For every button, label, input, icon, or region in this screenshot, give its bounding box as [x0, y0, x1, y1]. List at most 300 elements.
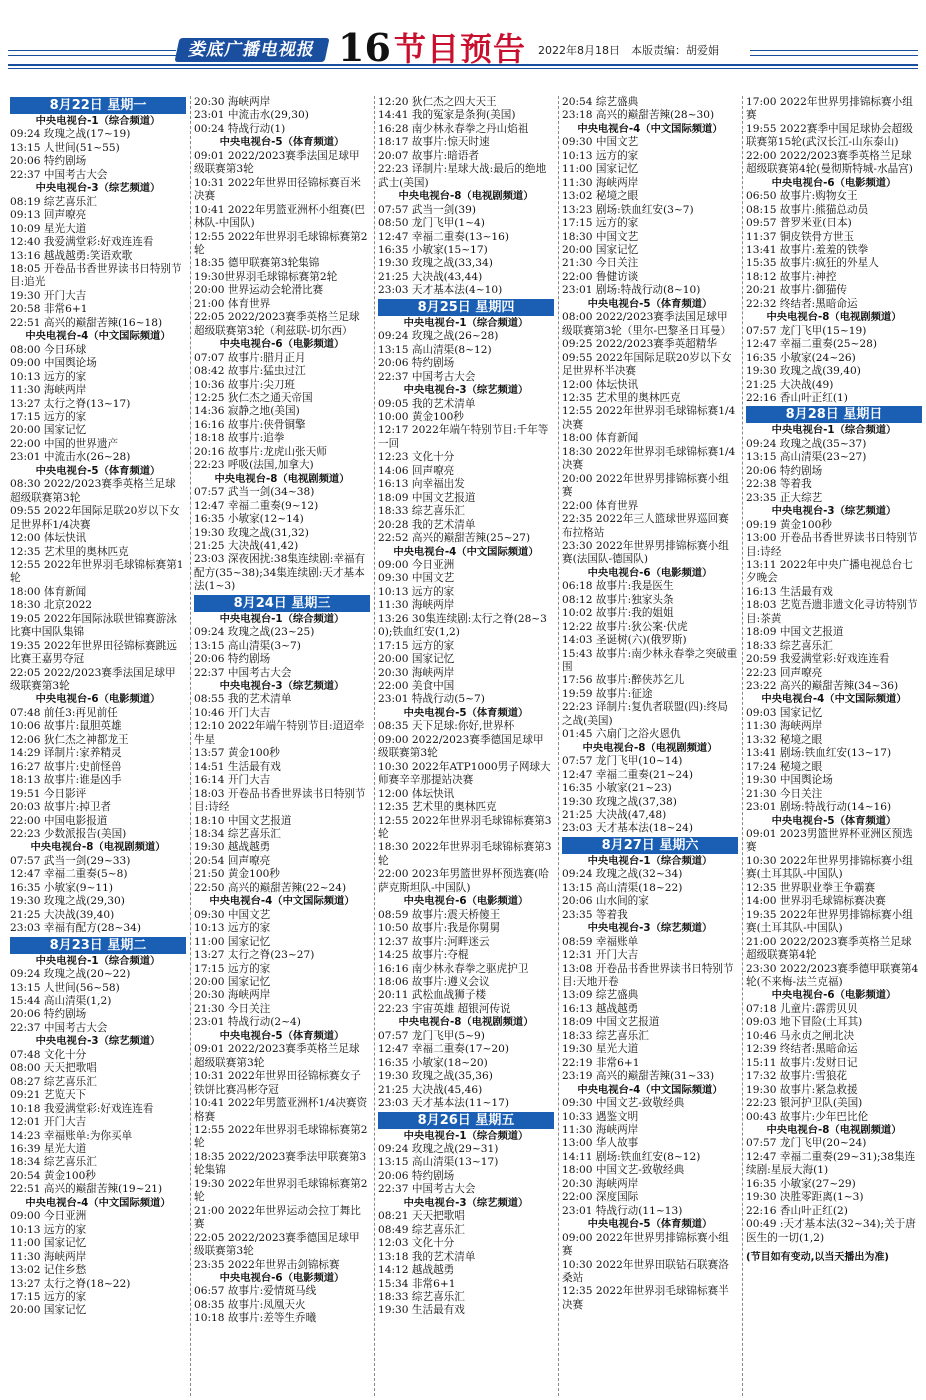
program-listing: 20:00 世界运动会轮滑比赛 [194, 284, 324, 297]
program-listing: 20:30 海峡两岸 [378, 666, 455, 679]
program-listing: 14:03 圣诞树(六)(俄罗斯) [562, 634, 687, 647]
program-listing: 09:00 2022年世界男排锦标赛小组赛 [562, 1231, 729, 1258]
program-listing: 22:00 鲁健访谈 [562, 270, 639, 283]
program-listing: 12:47 幸福二重奏(25~28) [746, 338, 877, 351]
program-listing: 13:09 综艺盛典 [562, 989, 639, 1002]
program-listing: 20:00 国家记忆 [10, 1304, 87, 1317]
channel-heading: 中央电视台-1（综合频道） [587, 854, 713, 867]
program-listing: 11:30 海峡两岸 [10, 1250, 87, 1263]
program-listing: 18:33 综艺喜乐汇 [378, 1290, 465, 1303]
program-listing: 18:03 艺览吾遗非遗文化寻访特别节目:茶黄 [746, 599, 918, 625]
program-listing: 20:06 特约剧场 [10, 155, 87, 168]
channel-heading: 中央电视台-6（电影频道） [403, 895, 529, 908]
program-listing: 08:35 故事片:凤凰天火 [194, 1298, 306, 1311]
program-listing: 12:40 我爱满堂彩:好戏连连看 [10, 236, 154, 249]
program-listing: 20:21 故事片:御猫传 [746, 284, 848, 297]
program-listing: 13:15 高山清渠(23~27) [746, 451, 867, 464]
program-listing: 19:30 决胜零距离(1~3) [746, 1191, 864, 1204]
program-listing: 10:30 2022年世界男排锦标赛小组赛(土耳其队-中国队) [746, 854, 913, 881]
program-listing: 19:59 故事片:征途 [562, 687, 653, 700]
column-divider [558, 96, 559, 1396]
channel-heading: 中央电视台-8（电视剧频道） [214, 472, 350, 485]
program-listing: 16:13 越战越勇 [562, 1002, 639, 1015]
program-listing: 23:03 天才基本法(11~17) [378, 1097, 509, 1110]
program-listing: 12:47 幸福二重奏(9~12) [194, 499, 319, 512]
program-listing: 13:41 故事片:羞羞的铁拳 [746, 243, 869, 256]
program-listing: 09:19 黄金100秒 [746, 518, 832, 531]
program-listing: 22:00 中国的世界遗产 [10, 437, 119, 450]
program-listing: 19:05 2022年国际泳联世锦赛游泳比赛中国队集锦 [10, 612, 177, 639]
channel-heading: 中央电视台-4（中文国际频道） [209, 895, 355, 908]
program-listing: 20:54 回声嘹亮 [194, 854, 271, 867]
program-listing: 09:30 中国文艺 [194, 908, 271, 921]
program-listing: 13:11 2022年中央广播电视总台七夕晚会 [746, 558, 913, 585]
program-listing: 07:18 儿童片:霹雳贝贝 [746, 1002, 858, 1015]
program-listing: 20:00 国家记忆 [10, 424, 87, 437]
page-info: 2022年8月18日 本版责编：胡爱娟 [538, 44, 719, 57]
program-listing: 19:30 越战越勇 [194, 841, 271, 854]
program-listing: 14:12 越战越勇 [378, 1264, 455, 1277]
program-listing: 01:45 六扇门之浴火恩仇 [562, 728, 681, 741]
program-listing: 22:00 2022/2023赛季英格兰足球超级联赛第4轮(曼彻斯特城-水晶宫) [746, 149, 913, 176]
program-listing: 19:30 玫瑰之战(29,30) [10, 895, 125, 908]
program-listing: 22:37 中国考古大会 [10, 168, 108, 181]
program-listing: 12:06 狄仁杰之神都龙王 [10, 733, 129, 746]
program-listing: 17:56 故事片:醉侠苏乞儿 [562, 674, 685, 687]
program-listing: 12:35 世界职业拳王争霸赛 [746, 881, 876, 894]
program-listing: 22:32 终结者:黑暗命运 [746, 297, 858, 310]
program-listing: 20:59 我爱满堂彩:好戏连连看 [746, 653, 890, 666]
channel-heading: 中央电视台-8（电视剧频道） [766, 311, 902, 324]
program-listing: 12:47 幸福二重奏(17~20) [378, 1043, 509, 1056]
program-listing: 13:18 我的艺术清单 [378, 1250, 476, 1263]
program-listing: 10:18 我爱满堂彩:好戏连连看 [10, 1102, 154, 1115]
program-listing: 11:30 海峡两岸 [562, 176, 639, 189]
program-listing: 09:57 普罗米亚(日本) [746, 217, 852, 230]
program-listing: 13:27 太行之脊(18~22) [10, 1277, 131, 1290]
program-listing: 13:15 高山清渠(13~17) [378, 1156, 499, 1169]
program-listing: 10:50 故事片:我是你舅舅 [378, 922, 501, 935]
program-listing: 09:01 2022/2023赛季英格兰足球超级联赛第3轮 [194, 1043, 360, 1069]
program-listing: 11:30 海峡两岸 [10, 384, 87, 397]
program-listing: 12:01 开门大吉 [10, 1116, 87, 1129]
program-listing: 09:30 中国文艺-致敬经典 [562, 1097, 685, 1110]
channel-heading: 中央电视台-6（电影频道） [771, 176, 897, 189]
program-listing: 18:13 故事片:谁是凶手 [10, 774, 122, 787]
header-rule [8, 64, 918, 66]
program-listing: 07:57 龙门飞甲(20~24) [746, 1137, 867, 1150]
program-listing: 09:24 玫瑰之战(35~37) [746, 437, 867, 450]
column-divider [742, 96, 743, 1396]
program-listing: 19:30 中国舆论场 [746, 774, 833, 787]
program-listing: 07:57 武当一剑(39) [378, 203, 477, 216]
program-listing: 21:00 2022/2023赛季英格兰足球超级联赛第4轮 [746, 935, 912, 962]
program-listing: 18:00 中国文艺-致敬经典 [562, 1164, 685, 1177]
channel-heading: 中央电视台-3（综艺频道） [403, 1196, 529, 1209]
program-listing: 12:37 故事片:河畔迷云 [378, 935, 490, 948]
program-listing: 17:32 故事片:雪狼花 [746, 1070, 848, 1083]
channel-heading: 中央电视台-3（综艺频道） [587, 922, 713, 935]
program-listing: 09:30 中国文艺 [562, 136, 639, 149]
program-listing: 20:54 黄金100秒 [10, 1169, 96, 1182]
program-listing: 16:28 南少林永春拳之丹山焰祖 [378, 122, 529, 135]
program-listing: 16:16 故事片:侠骨铜擎 [194, 418, 306, 431]
program-listing: 12:10 2022年端午特别节目:迢迢牵牛星 [194, 720, 365, 746]
program-listing: 09:00 今日亚洲 [10, 1210, 87, 1223]
program-listing: 13:32 秘境之眼 [746, 733, 823, 746]
date-banner: 8月26日 星期五 [378, 1112, 554, 1129]
channel-heading: 中央电视台-1（综合频道） [403, 1129, 529, 1142]
program-listing: 14:11 剧场:铁血红安(8~12) [562, 1150, 701, 1163]
program-listing: 11:30 海峡两岸 [378, 599, 455, 612]
channel-heading: 中央电视台-8（电视剧频道） [398, 1016, 534, 1029]
footnote: (节目如有变动,以当天播出为准) [746, 1252, 889, 1264]
program-listing: 22:51 高兴的巅甜苦辣(19~21) [10, 1183, 163, 1196]
program-listing: 20:00 2022年世界男排锦标赛小组赛 [562, 472, 729, 499]
page-header [0, 0, 926, 92]
program-listing: 19:35 2022年世界田径锦标赛跳远比赛王嘉男夺冠 [10, 639, 177, 666]
program-listing: 20:06 特约剧场 [10, 1008, 87, 1021]
program-listing: 13:15 人世间(51~55) [10, 141, 120, 154]
program-listing: 22:37 中国考古大会 [378, 370, 476, 383]
channel-heading: 中央电视台-6（电影频道） [219, 1271, 345, 1284]
program-listing: 09:03 地下冒险(土耳其) [746, 1016, 863, 1029]
program-listing: 08:00 2022/2023赛季法国足球甲级联赛第3轮（里尔-巴黎圣日耳曼） [562, 311, 732, 337]
program-listing: 13:27 太行之脊(13~17) [10, 397, 131, 410]
program-listing: 22:00 2023年男篮世界杯预选赛(哈萨克斯坦队-中国队) [378, 868, 549, 894]
program-listing: 09:24 玫瑰之战(20~22) [10, 968, 131, 981]
program-listing: 13:15 高山清渠(3~7) [194, 639, 301, 652]
channel-heading: 中央电视台-3（综艺频道） [771, 505, 897, 518]
program-listing: 10:06 故事片:鼠胆英雄 [10, 720, 122, 733]
channel-heading: 中央电视台-4（中文国际频道） [577, 1083, 723, 1096]
program-listing: 13:26 30集连续剧:太行之脊(28~30);铁血红安(1,2) [378, 612, 547, 639]
newspaper-logo: 娄底广播电视报 [174, 38, 329, 62]
program-listing: 10:13 远方的家 [194, 922, 271, 935]
program-listing: 10:33 遇鉴文明 [562, 1110, 639, 1123]
program-listing: 12:00 体坛快讯 [562, 378, 639, 391]
program-listing: 22:37 中国考古大会 [10, 1021, 108, 1034]
program-listing: 22:05 2022/2023赛季英格兰足球超级联赛第3轮（利兹联-切尔西） [194, 311, 360, 337]
program-listing: 20:06 山水间的家 [562, 895, 649, 908]
program-listing: 19:30 故事片:紧急救援 [746, 1083, 858, 1096]
program-listing: 14:41 我的冤家是条狗(美国) [378, 109, 516, 122]
program-listing: 22:23 少数派报告(美国) [10, 828, 127, 841]
program-listing: 12:00 体坛快讯 [378, 787, 455, 800]
program-listing: 14:00 世界羽毛球锦标赛决赛 [746, 895, 886, 908]
program-listing: 10:00 黄金100秒 [378, 410, 464, 423]
program-listing: 13:15 高山清渠(8~12) [378, 343, 492, 356]
program-listing: 12:31 开门大吉 [562, 949, 639, 962]
program-listing: 23:22 高兴的巅甜苦辣(34~36) [746, 680, 899, 693]
program-listing: 20:30 海峡两岸 [562, 1177, 639, 1190]
program-listing: 20:00 国家记忆 [378, 653, 455, 666]
program-listing: 16:35 小敏家(18~20) [378, 1056, 488, 1069]
program-listing: 12:39 终结者:黑暗命运 [746, 1043, 858, 1056]
program-listing: 09:24 玫瑰之战(23~25) [194, 626, 315, 639]
program-listing: 08:27 综艺喜乐汇 [10, 1075, 97, 1088]
program-listing: 11:30 海峡两岸 [746, 720, 823, 733]
program-listing: 21:00 体育世界 [194, 297, 271, 310]
program-listing: 16:27 故事片:史前怪兽 [10, 760, 122, 773]
program-listing: 22:23 译制片:星球大战:最后的绝地武士(美国) [378, 163, 547, 189]
program-listing: 23:35 2022年世界击剑锦标赛 [194, 1258, 340, 1271]
program-listing: 08:15 故事片:熊猫总动员 [746, 203, 869, 216]
program-listing: 17:15 远方的家 [378, 639, 455, 652]
program-listing: 18:18 故事片:追拳 [194, 432, 285, 445]
program-listing: 11:30 海峡两岸 [562, 1123, 639, 1136]
program-listing: 22:00 深度国际 [562, 1191, 639, 1204]
program-listing: 20:07 故事片:暗语者 [378, 149, 480, 162]
program-listing: 12:55 2022年世界羽毛球锦标赛第1轮 [10, 558, 184, 585]
program-listing: 23:35 正大综艺 [746, 491, 823, 504]
program-listing: 18:03 开卷品书香世界读书日特别节目:诗经 [194, 787, 366, 814]
program-listing: 22:50 高兴的巅甜苦辣(22~24) [194, 881, 347, 894]
program-listing: 21:50 黄金100秒 [194, 868, 280, 881]
program-listing: 12:20 狄仁杰之四大天王 [378, 96, 497, 108]
program-listing: 13:57 黄金100秒 [194, 747, 280, 760]
program-listing: 22:23 呼吸(法国,加拿大) [194, 459, 314, 472]
channel-heading: 中央电视台-5（体育频道） [587, 1218, 713, 1231]
program-listing: 18:17 故事片:惊天时速 [378, 136, 490, 149]
program-listing: 18:09 中国文艺报道 [378, 491, 476, 504]
program-listing: 09:25 2022/2023赛季英超精华 [562, 338, 717, 351]
program-listing: 09:24 玫瑰之战(29~31) [378, 1142, 499, 1155]
program-listing: 16:35 小敏家(9~11) [10, 881, 114, 894]
program-listing: 07:07 故事片:腊月正月 [194, 351, 306, 364]
program-listing: 23:01 特战行动(11~13) [562, 1204, 683, 1217]
program-listing: 12:03 文化十分 [378, 1237, 455, 1250]
channel-heading: 中央电视台-1（综合频道） [35, 115, 161, 127]
program-listing: 20:06 特约剧场 [746, 464, 823, 477]
program-listing: 10:41 2022年男篮亚洲杯1/4决赛资格赛 [194, 1097, 368, 1123]
program-listing: 19:30 玫瑰之战(37,38) [562, 795, 677, 808]
channel-heading: 中央电视台-4（中文国际频道） [761, 693, 907, 706]
program-listing: 10:13 远方的家 [378, 585, 455, 598]
program-listing: 19:30 玫瑰之战(31,32) [194, 526, 309, 539]
program-listing: 14:25 故事片:夺棍 [378, 949, 469, 962]
program-listing: 15:44 高山清渠(1,2) [10, 995, 112, 1007]
channel-heading: 中央电视台-6（电影频道） [219, 338, 345, 351]
program-listing: 21:30 今日关注 [562, 257, 639, 270]
channel-heading: 中央电视台-1（综合频道） [35, 954, 161, 967]
program-listing: 13:00 华人故事 [562, 1137, 639, 1150]
program-listing: 09:24 玫瑰之战(26~28) [378, 330, 499, 343]
program-listing: 08:55 我的艺术清单 [194, 693, 292, 706]
program-listing: 08:42 故事片:猛虫过江 [194, 365, 306, 378]
program-listing: 18:35 德甲联赛第3轮集锦 [194, 257, 320, 270]
program-listing: 10:02 故事片:我的姐姐 [562, 607, 674, 620]
program-listing: 07:48 前任3:再见前任 [10, 706, 118, 719]
program-listing: 00:43 故事片:少年巴比伦 [746, 1110, 869, 1123]
program-listing: 16:16 南少林永春拳之驱虎护卫 [378, 962, 529, 975]
program-listing: 18:33 综艺喜乐汇 [746, 639, 833, 652]
program-listing: 13:02 记住乡愁 [10, 1264, 87, 1277]
program-listing: 08:30 2022/2023赛季英格兰足球超级联赛第3轮 [10, 478, 176, 504]
program-listing: 19:30 星光大道 [562, 1043, 639, 1056]
program-listing: 12:00 体坛快讯 [10, 532, 87, 545]
channel-heading: 中央电视台-4（中文国际频道） [25, 1196, 171, 1209]
program-listing: 23:01 中流击水(29,30) [194, 109, 309, 122]
program-listing: 10:13 远方的家 [10, 370, 87, 383]
program-listing: 09:01 2022/2023赛季法国足球甲级联赛第3轮 [194, 149, 360, 176]
program-listing: 23:03 天才基本法(4~10) [378, 284, 503, 297]
program-listing: 18:30 中国文艺 [562, 230, 639, 243]
program-listing: 08:59 幸福账单 [562, 935, 639, 948]
date-banner: 8月23日 星期二 [10, 937, 186, 954]
program-listing: 13:16 越战越勇:笑语欢歌 [10, 249, 133, 262]
program-listing: 21:25 大决战(43,44) [378, 270, 483, 283]
date-banner: 8月27日 星期六 [562, 837, 738, 854]
schedule-column-4 [562, 96, 738, 1312]
program-listing: 18:05 开卷品书香世界读书日特别节目:追光 [10, 262, 182, 289]
program-listing: 12:25 狄仁杰之通天帝国 [194, 391, 313, 404]
date-banner: 8月22日 星期一 [10, 97, 186, 114]
program-listing: 10:31 2022年世界田径锦标赛百米决赛 [194, 176, 361, 203]
page-number: 16 [338, 25, 391, 70]
program-listing: 12:35 2022年世界羽毛球锦标赛半决赛 [562, 1285, 729, 1311]
program-listing: 08:00 天天把歌唱 [10, 1062, 97, 1075]
program-listing: 23:30 2022/2023赛季德甲联赛第4轮(不来梅-法兰克福) [746, 962, 919, 988]
program-listing: 19:30 玫瑰之战(35,36) [378, 1070, 493, 1083]
channel-heading: 中央电视台-8（电视剧频道） [766, 1123, 902, 1136]
program-listing: 18:06 故事片:遵义会议 [378, 976, 490, 988]
program-listing: 21:25 大决战(39,40) [10, 908, 115, 921]
program-listing: 21:25 大决战(41,42) [194, 539, 299, 552]
program-listing: 12:55 2022年世界羽毛球锦标赛第2轮 [194, 230, 368, 256]
schedule-column-5 [746, 96, 922, 1265]
program-listing: 20:54 综艺盛典 [562, 96, 639, 108]
program-listing: 18:30 2022年世界羽毛球锦标赛第3轮 [378, 841, 552, 867]
channel-heading: 中央电视台-3（综艺频道） [219, 680, 345, 693]
program-listing: 09:03 国家记忆 [746, 706, 823, 719]
page-title: 节目预告 [394, 30, 527, 68]
program-listing: 09:24 玫瑰之战(17~19) [10, 128, 131, 141]
program-listing: 22:23 银河护卫队(美国) [746, 1097, 863, 1110]
channel-heading: 中央电视台-8（电视剧频道） [582, 741, 718, 754]
channel-heading: 中央电视台-6（电影频道） [587, 566, 713, 579]
program-listing: 13:23 剧场:铁血红安(3~7) [562, 203, 694, 216]
program-listing: 18:00 体育新闻 [562, 432, 639, 445]
schedule-column-3 [378, 96, 554, 1318]
program-listing: 21:25 大决战(47,48) [562, 809, 667, 822]
program-listing: 17:15 远方的家 [194, 962, 271, 975]
program-listing: 12:47 幸福二重奏(5~8) [10, 868, 128, 881]
program-listing: 17:00 2022年世界男排锦标赛小组赛 [746, 96, 913, 122]
program-listing: 08:00 今日环球 [10, 343, 87, 356]
program-listing: 09:00 今日亚洲 [378, 558, 455, 571]
program-listing: 13:15 高山清渠(18~22) [562, 881, 683, 894]
program-listing: 16:35 小敏家(24~26) [746, 351, 856, 364]
program-listing: 10:46 马永贞之闸北决 [746, 1029, 855, 1042]
program-listing: 23:35 等着我 [562, 908, 628, 921]
program-listing: 22:05 2022/2023赛季德国足球甲级联赛第3轮 [194, 1231, 360, 1258]
channel-heading: 中央电视台-6（电影频道） [771, 989, 897, 1002]
program-listing: 19:30 开门大吉 [10, 289, 87, 302]
program-listing: 16:14 开门大吉 [194, 774, 271, 787]
channel-heading: 中央电视台-5（体育频道） [219, 136, 345, 149]
program-listing: 22:37 中国考古大会 [378, 1183, 476, 1196]
channel-heading: 中央电视台-4（中文国际频道） [25, 330, 171, 343]
program-listing: 18:33 综艺喜乐汇 [562, 1029, 649, 1042]
program-listing: 23:03 深夜困扰:38集连续剧:幸福有配方(35~38);34集连续剧:天才基本法(1~3) [194, 553, 366, 593]
program-listing: 14:23 幸福账单:为你买单 [10, 1129, 133, 1142]
program-listing: 19:30 玫瑰之战(39,40) [746, 365, 861, 378]
program-listing: 20:00 国家记忆 [562, 243, 639, 256]
program-listing: 22:38 等着我 [746, 478, 812, 491]
program-listing: 16:13 生活最有戏 [746, 585, 833, 598]
program-listing: 23:30 2022年世界男排锦标赛小组赛(法国队-德国队) [562, 539, 729, 566]
column-divider [190, 96, 191, 1396]
program-listing: 18:33 综艺喜乐汇 [378, 505, 465, 518]
program-listing: 07:57 武当一剑(29~33) [10, 854, 131, 867]
program-listing: 09:05 我的艺术清单 [378, 397, 476, 410]
program-listing: 06:50 故事片:购物女王 [746, 190, 858, 203]
program-listing: 23:01 剧场:特战行动(8~10) [562, 284, 701, 297]
program-listing: 15:34 非常6+1 [378, 1277, 456, 1290]
program-listing: 11:00 国家记忆 [562, 163, 639, 176]
program-listing: 10:41 2022年男篮亚洲杯小组赛(巴林队-中国队) [194, 203, 365, 230]
program-listing: 21:30 今日关注 [746, 787, 823, 800]
program-listing: 09:24 玫瑰之战(32~34) [562, 868, 683, 881]
schedule-column-1 [10, 96, 186, 1318]
program-listing: 23:03 天才基本法(18~24) [562, 822, 693, 835]
channel-heading: 中央电视台-1（综合频道） [403, 316, 529, 329]
program-listing: 07:57 龙门飞甲(15~19) [746, 324, 867, 337]
channel-heading: 中央电视台-3（综艺频道） [35, 1035, 161, 1048]
program-listing: 17:24 秘境之眼 [746, 760, 823, 773]
program-listing: 16:35 小敏家(27~29) [746, 1177, 856, 1190]
channel-heading: 中央电视台-5（体育频道） [403, 706, 529, 719]
program-listing: 13:02 秘境之眼 [562, 190, 639, 203]
program-listing: 10:46 开门大吉 [194, 706, 271, 719]
program-listing: 12:35 艺术里的奥林匹克 [10, 545, 129, 558]
program-listing: 15:35 故事片:疯狂的外星人 [746, 257, 879, 270]
program-listing: 21:25 大决战(45,46) [378, 1083, 483, 1096]
program-listing: 20:03 故事片:掉卫者 [10, 801, 112, 814]
program-listing: 09:01 2023男篮世界杯亚洲区预选赛 [746, 828, 913, 854]
program-listing: 10:18 故事片:差等生乔曦 [194, 1312, 317, 1325]
program-listing: 19:30 玫瑰之战(33,34) [378, 257, 493, 270]
channel-heading: 中央电视台-3（综艺频道） [35, 182, 161, 195]
program-listing: 22:00 体育世界 [562, 499, 639, 512]
program-listing: 21:00 2022年世界运动会拉丁舞比赛 [194, 1204, 361, 1231]
program-listing: 06:57 故事片:爱情斑马线 [194, 1285, 317, 1298]
program-listing: 10:09 星光大道 [10, 222, 87, 235]
program-listing: 22:23 宇宙英雄 超银河传说 [378, 1002, 511, 1015]
program-listing: 23:01 特战行动(2~4) [194, 1016, 301, 1029]
program-listing: 08:21 天天把歌唱 [378, 1210, 465, 1223]
date-banner: 8月24日 星期三 [194, 595, 370, 612]
program-listing: 12:35 艺术里的奥林匹克 [378, 801, 497, 814]
program-listing: 23:19 高兴的巅甜苦辣(31~33) [562, 1070, 715, 1083]
program-listing: 08:49 综艺喜乐汇 [378, 1223, 465, 1236]
program-listing: 12:47 幸福二重奏(13~16) [378, 230, 509, 243]
program-listing: 08:50 龙门飞甲(1~4) [378, 217, 485, 230]
program-listing: 12:55 2022年世界羽毛球锦标赛1/4决赛 [562, 405, 736, 431]
channel-heading: 中央电视台-4（中文国际频道） [393, 545, 539, 558]
program-listing: 11:00 国家记忆 [10, 1237, 87, 1250]
program-listing: 09:00 中国舆论场 [10, 357, 97, 370]
program-listing: 08:19 综艺喜乐汇 [10, 195, 97, 208]
program-listing: 17:15 远方的家 [10, 410, 87, 423]
program-listing: 14:29 译制片:家养精灵 [10, 747, 122, 760]
program-listing: 18:09 中国文艺报道 [746, 626, 844, 639]
program-listing: 16:35 小敏家(21~23) [562, 782, 672, 795]
program-listing: 19:30 2022年世界羽毛球锦标赛第2轮 [194, 1177, 368, 1204]
program-listing: 09:00 2022/2023赛季德国足球甲级联赛第3轮 [378, 733, 544, 760]
program-listing: 13:00 开卷品书香世界读书日特别节目:诗经 [746, 532, 918, 558]
